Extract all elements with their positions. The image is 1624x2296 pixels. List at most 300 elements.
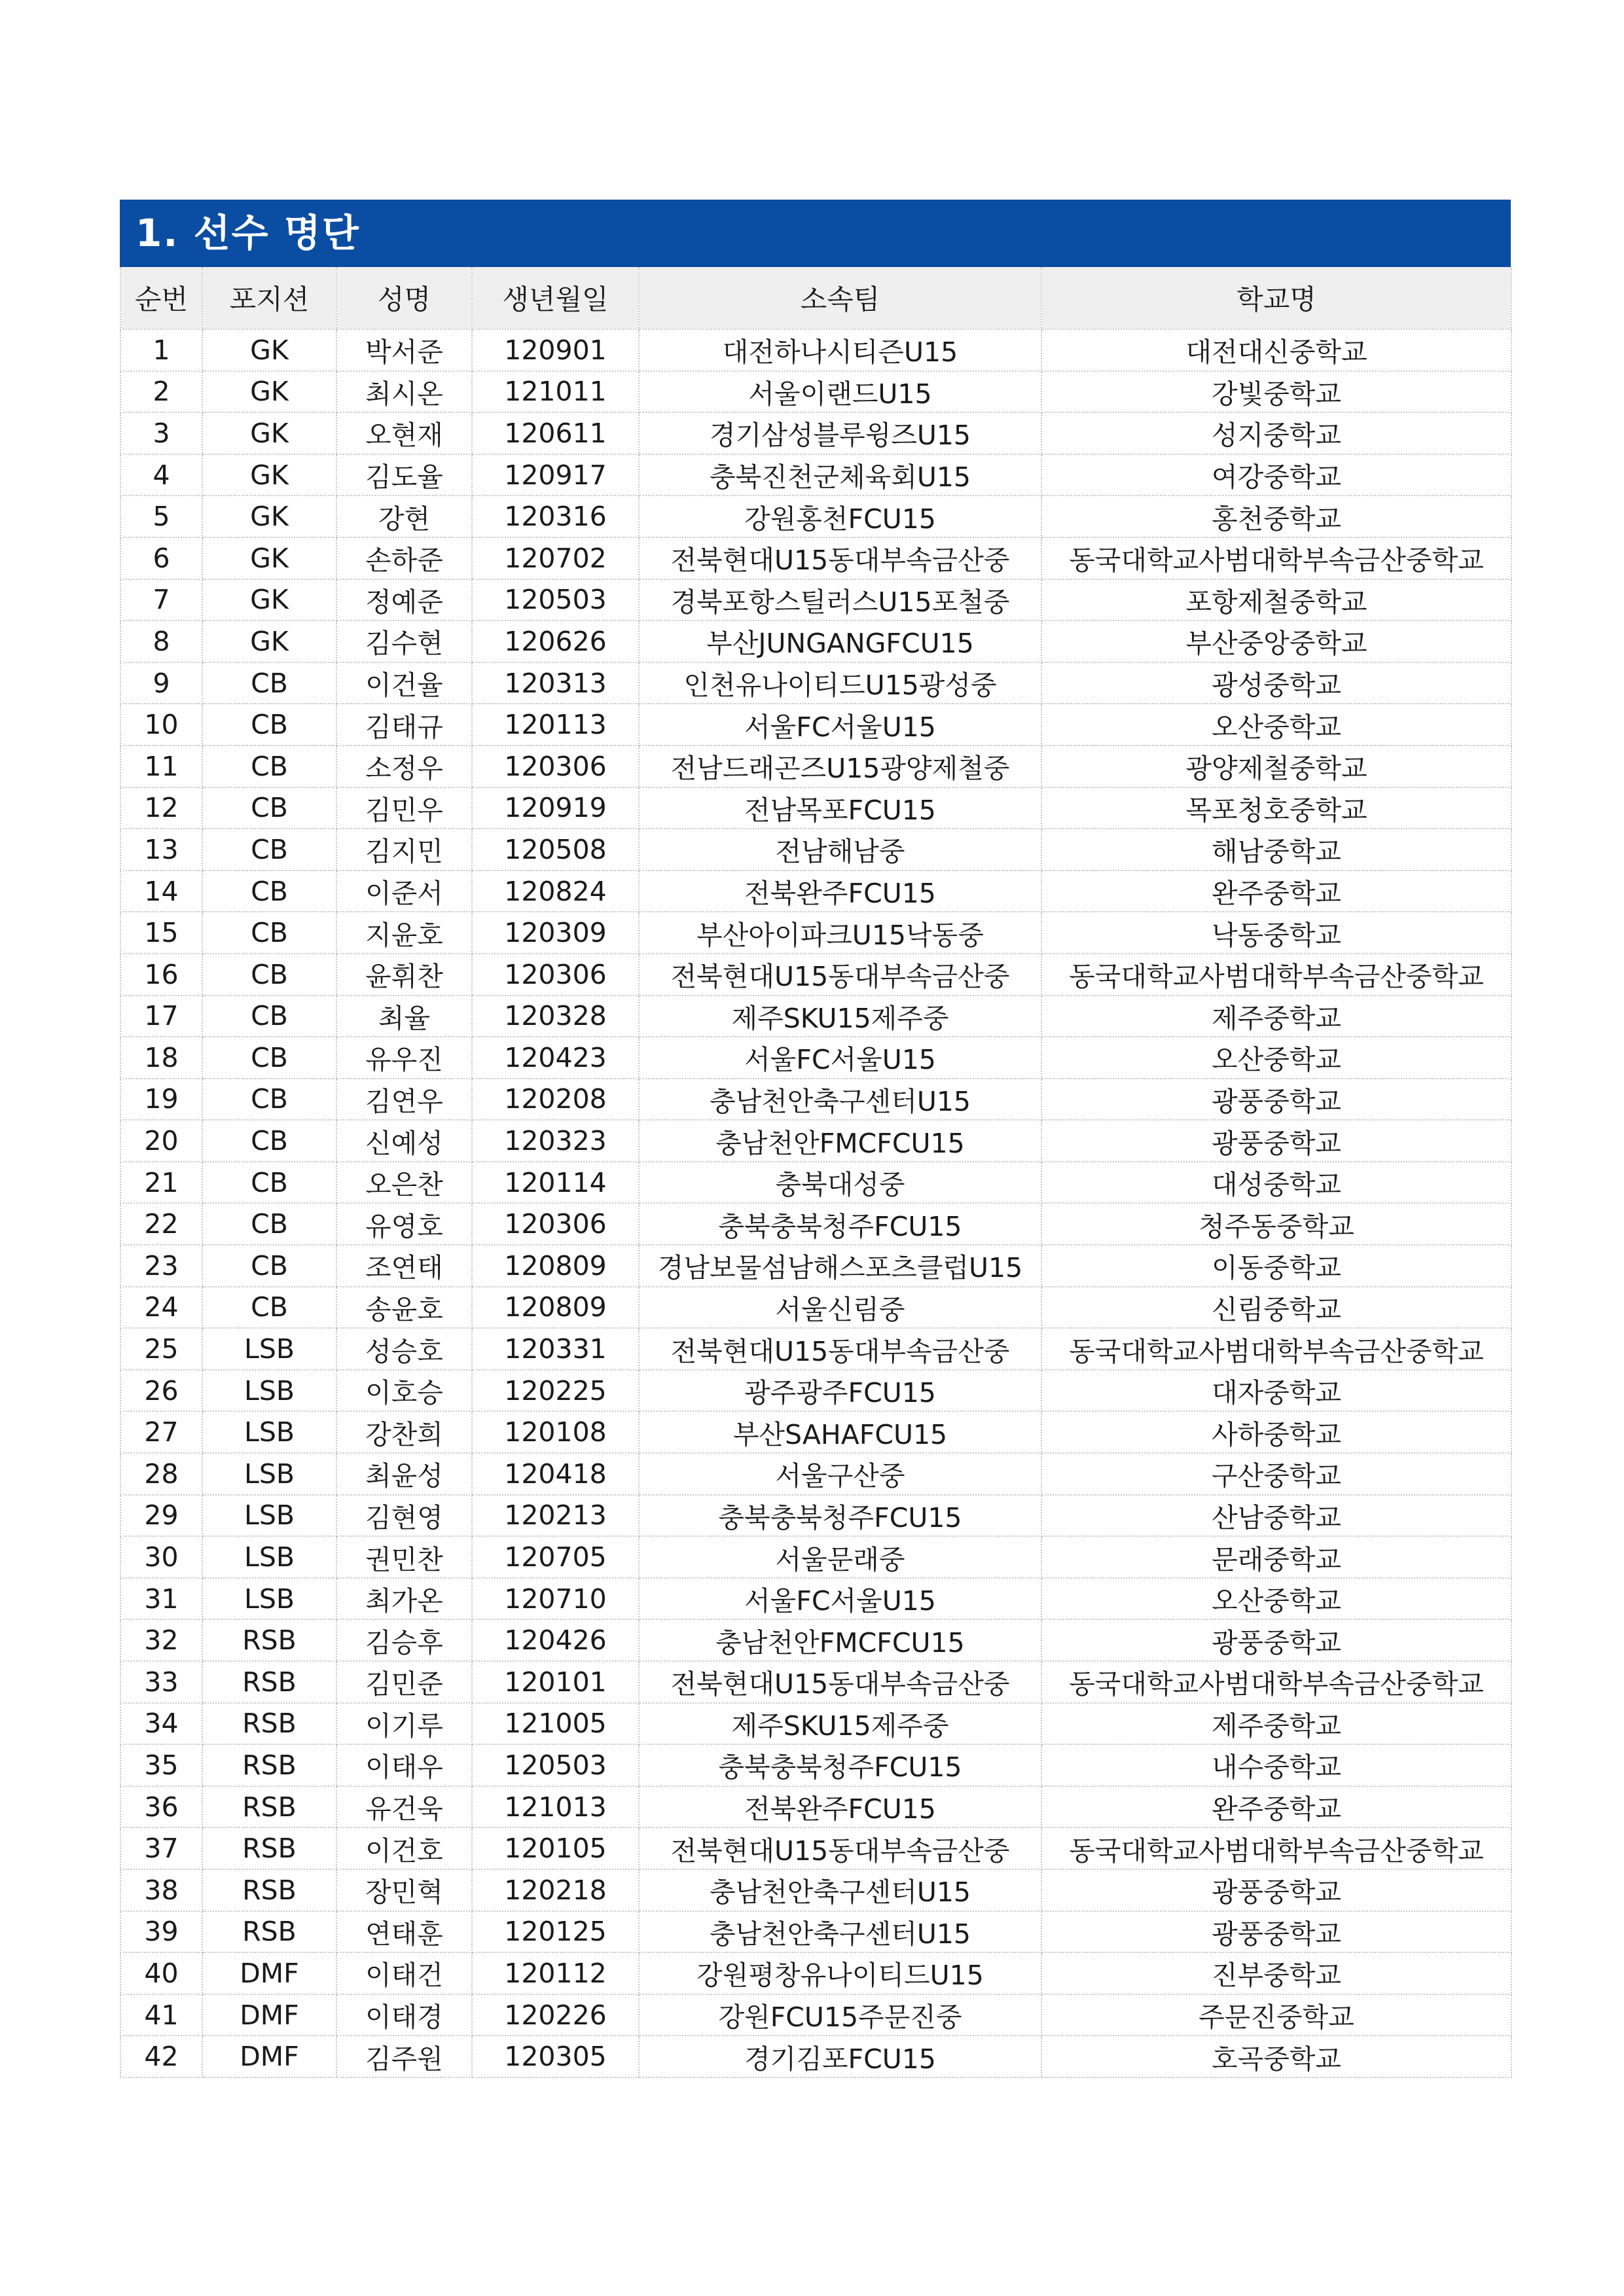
cell-position: LSB: [202, 1495, 336, 1537]
cell-name: 김수현: [336, 620, 472, 662]
cell-position: LSB: [202, 1536, 336, 1578]
cell-name: 김민우: [336, 787, 472, 829]
cell-position: RSB: [202, 1703, 336, 1745]
cell-number: 4: [120, 454, 202, 496]
cell-school: 완주중학교: [1041, 1786, 1511, 1828]
cell-team: 전북현대U15동대부속금산중: [639, 1827, 1041, 1869]
cell-school: 광풍중학교: [1041, 1079, 1511, 1121]
cell-birthdate: 120508: [472, 829, 639, 870]
table-row: [120, 870, 1511, 912]
table-row: [120, 537, 1511, 579]
table-row: [120, 1037, 1511, 1079]
cell-birthdate: 120611: [472, 412, 639, 454]
cell-number: 26: [120, 1370, 202, 1412]
cell-number: 22: [120, 1203, 202, 1245]
table-row: [120, 454, 1511, 496]
cell-number: 27: [120, 1411, 202, 1453]
table-row: [120, 912, 1511, 954]
cell-name: 김도율: [336, 454, 472, 496]
cell-team: 충남천안축구센터U15: [639, 1869, 1041, 1911]
cell-number: 24: [120, 1287, 202, 1329]
cell-birthdate: 120702: [472, 537, 639, 579]
cell-team: 서울이랜드U15: [639, 371, 1041, 413]
cell-school: 성지중학교: [1041, 412, 1511, 454]
cell-name: 유영호: [336, 1203, 472, 1245]
cell-team: 충남천안축구센터U15: [639, 1911, 1041, 1953]
cell-team: 서울문래중: [639, 1536, 1041, 1578]
cell-school: 강빛중학교: [1041, 371, 1511, 413]
cell-position: RSB: [202, 1661, 336, 1703]
section-title: 1. 선수 명단: [120, 200, 1511, 267]
cell-position: RSB: [202, 1911, 336, 1953]
cell-team: 충북충북청주FCU15: [639, 1495, 1041, 1537]
cell-school: 광양제철중학교: [1041, 745, 1511, 787]
cell-position: RSB: [202, 1827, 336, 1869]
cell-name: 최율: [336, 996, 472, 1037]
cell-name: 유우진: [336, 1037, 472, 1079]
table-row: [120, 1661, 1511, 1703]
cell-number: 12: [120, 787, 202, 829]
cell-birthdate: 120112: [472, 1952, 639, 1994]
cell-birthdate: 120306: [472, 745, 639, 787]
cell-number: 25: [120, 1328, 202, 1370]
cell-birthdate: 121013: [472, 1786, 639, 1828]
table-row: [120, 1619, 1511, 1661]
cell-name: 연태훈: [336, 1911, 472, 1953]
cell-position: CB: [202, 870, 336, 912]
cell-position: GK: [202, 454, 336, 496]
cell-team: 충북충북청주FCU15: [639, 1744, 1041, 1786]
cell-number: 36: [120, 1786, 202, 1828]
cell-birthdate: 120316: [472, 495, 639, 537]
cell-position: LSB: [202, 1328, 336, 1370]
cell-number: 5: [120, 495, 202, 537]
cell-school: 동국대학교사범대학부속금산중학교: [1041, 537, 1511, 579]
cell-position: CB: [202, 912, 336, 954]
cell-school: 홍천중학교: [1041, 495, 1511, 537]
table-row: [120, 620, 1511, 662]
cell-team: 서울FC서울U15: [639, 1037, 1041, 1079]
cell-birthdate: 120306: [472, 954, 639, 996]
cell-position: CB: [202, 954, 336, 996]
table-row: [120, 495, 1511, 537]
table-row: [120, 412, 1511, 454]
cell-birthdate: 120809: [472, 1245, 639, 1287]
cell-birthdate: 120328: [472, 996, 639, 1037]
cell-number: 9: [120, 662, 202, 704]
table-row: [120, 1328, 1511, 1370]
cell-birthdate: 120626: [472, 620, 639, 662]
cell-team: 전북현대U15동대부속금산중: [639, 1661, 1041, 1703]
cell-school: 동국대학교사범대학부속금산중학교: [1041, 1827, 1511, 1869]
cell-birthdate: 120426: [472, 1619, 639, 1661]
cell-birthdate: 121011: [472, 371, 639, 413]
cell-name: 이건호: [336, 1827, 472, 1869]
table-row: [120, 662, 1511, 704]
cell-birthdate: 120309: [472, 912, 639, 954]
cell-number: 10: [120, 704, 202, 745]
cell-name: 권민찬: [336, 1536, 472, 1578]
cell-school: 사하중학교: [1041, 1411, 1511, 1453]
cell-birthdate: 120213: [472, 1495, 639, 1537]
cell-birthdate: 120917: [472, 454, 639, 496]
cell-school: 청주동중학교: [1041, 1203, 1511, 1245]
cell-birthdate: 120705: [472, 1536, 639, 1578]
cell-birthdate: 120305: [472, 2036, 639, 2077]
cell-school: 광풍중학교: [1041, 1911, 1511, 1953]
cell-position: CB: [202, 787, 336, 829]
cell-school: 대자중학교: [1041, 1370, 1511, 1412]
cell-name: 최시온: [336, 371, 472, 413]
cell-number: 6: [120, 537, 202, 579]
table-row: [120, 1079, 1511, 1121]
table-row: [120, 745, 1511, 787]
cell-team: 전북완주FCU15: [639, 870, 1041, 912]
cell-school: 부산중앙중학교: [1041, 620, 1511, 662]
cell-birthdate: 120226: [472, 1994, 639, 2036]
cell-number: 7: [120, 579, 202, 621]
cell-team: 충남천안FMCFCU15: [639, 1619, 1041, 1661]
cell-school: 동국대학교사범대학부속금산중학교: [1041, 1328, 1511, 1370]
cell-name: 김민준: [336, 1661, 472, 1703]
cell-team: 인천유나이티드U15광성중: [639, 662, 1041, 704]
header-position: 포지션: [202, 267, 336, 329]
cell-name: 최가온: [336, 1578, 472, 1620]
cell-position: GK: [202, 537, 336, 579]
cell-team: 경기삼성블루윙즈U15: [639, 412, 1041, 454]
cell-name: 장민혁: [336, 1869, 472, 1911]
table-row: [120, 996, 1511, 1037]
cell-team: 강원FCU15주문진중: [639, 1994, 1041, 2036]
cell-birthdate: 120919: [472, 787, 639, 829]
table-row: [120, 2036, 1511, 2077]
table-row: [120, 1827, 1511, 1869]
cell-name: 손하준: [336, 537, 472, 579]
table-row: [120, 1786, 1511, 1828]
table-row: [120, 1911, 1511, 1953]
cell-birthdate: 120225: [472, 1370, 639, 1412]
cell-birthdate: 120208: [472, 1079, 639, 1121]
cell-birthdate: 120331: [472, 1328, 639, 1370]
cell-name: 소정우: [336, 745, 472, 787]
table-row: [120, 329, 1511, 371]
cell-school: 동국대학교사범대학부속금산중학교: [1041, 1661, 1511, 1703]
cell-name: 이기루: [336, 1703, 472, 1745]
cell-school: 오산중학교: [1041, 1578, 1511, 1620]
table-row: [120, 1744, 1511, 1786]
cell-number: 38: [120, 1869, 202, 1911]
cell-name: 박서준: [336, 329, 472, 371]
cell-position: CB: [202, 1079, 336, 1121]
cell-birthdate: 120423: [472, 1037, 639, 1079]
table-row: [120, 954, 1511, 996]
cell-name: 이태건: [336, 1952, 472, 1994]
table-header: [120, 267, 1511, 329]
cell-school: 광풍중학교: [1041, 1869, 1511, 1911]
cell-number: 28: [120, 1453, 202, 1495]
table-row: [120, 1578, 1511, 1620]
cell-school: 제주중학교: [1041, 996, 1511, 1037]
table-row: [120, 371, 1511, 413]
cell-number: 18: [120, 1037, 202, 1079]
cell-position: RSB: [202, 1869, 336, 1911]
cell-name: 신예성: [336, 1120, 472, 1162]
cell-position: CB: [202, 745, 336, 787]
cell-birthdate: 120313: [472, 662, 639, 704]
header-birthdate: 생년월일: [472, 267, 639, 329]
cell-position: DMF: [202, 2036, 336, 2077]
cell-team: 전남해남중: [639, 829, 1041, 870]
cell-birthdate: 120503: [472, 579, 639, 621]
cell-name: 김태규: [336, 704, 472, 745]
cell-position: GK: [202, 620, 336, 662]
table-row: [120, 1120, 1511, 1162]
cell-number: 39: [120, 1911, 202, 1953]
table-row: [120, 1952, 1511, 1994]
cell-school: 진부중학교: [1041, 1952, 1511, 1994]
cell-school: 해남중학교: [1041, 829, 1511, 870]
cell-team: 서울구산중: [639, 1453, 1041, 1495]
table-row: [120, 1453, 1511, 1495]
cell-number: 3: [120, 412, 202, 454]
cell-name: 송윤호: [336, 1287, 472, 1329]
cell-position: GK: [202, 371, 336, 413]
cell-number: 23: [120, 1245, 202, 1287]
cell-team: 전북현대U15동대부속금산중: [639, 1328, 1041, 1370]
cell-birthdate: 120418: [472, 1453, 639, 1495]
header-name: 성명: [336, 267, 472, 329]
cell-school: 신림중학교: [1041, 1287, 1511, 1329]
cell-birthdate: 120901: [472, 329, 639, 371]
cell-name: 이준서: [336, 870, 472, 912]
cell-number: 11: [120, 745, 202, 787]
cell-position: CB: [202, 662, 336, 704]
cell-name: 이태우: [336, 1744, 472, 1786]
cell-number: 14: [120, 870, 202, 912]
cell-team: 강원홍천FCU15: [639, 495, 1041, 537]
cell-birthdate: 120809: [472, 1287, 639, 1329]
cell-position: CB: [202, 1245, 336, 1287]
cell-school: 호곡중학교: [1041, 2036, 1511, 2077]
cell-school: 완주중학교: [1041, 870, 1511, 912]
cell-team: 충북진천군체육회U15: [639, 454, 1041, 496]
cell-birthdate: 120113: [472, 704, 639, 745]
cell-position: CB: [202, 704, 336, 745]
cell-team: 부산SAHAFCU15: [639, 1411, 1041, 1453]
cell-number: 13: [120, 829, 202, 870]
cell-school: 제주중학교: [1041, 1703, 1511, 1745]
cell-position: GK: [202, 495, 336, 537]
cell-team: 서울FC서울U15: [639, 704, 1041, 745]
cell-birthdate: 120101: [472, 1661, 639, 1703]
cell-team: 경기김포FCU15: [639, 2036, 1041, 2077]
cell-team: 전남목포FCU15: [639, 787, 1041, 829]
cell-school: 광성중학교: [1041, 662, 1511, 704]
cell-school: 구산중학교: [1041, 1453, 1511, 1495]
cell-name: 오은찬: [336, 1162, 472, 1204]
table-row: [120, 579, 1511, 621]
cell-school: 이동중학교: [1041, 1245, 1511, 1287]
table-row: [120, 1536, 1511, 1578]
cell-school: 포항제철중학교: [1041, 579, 1511, 621]
cell-number: 15: [120, 912, 202, 954]
cell-position: GK: [202, 579, 336, 621]
table-row: [120, 1162, 1511, 1204]
cell-school: 광풍중학교: [1041, 1120, 1511, 1162]
cell-number: 20: [120, 1120, 202, 1162]
cell-birthdate: 120710: [472, 1578, 639, 1620]
table-body: [120, 329, 1511, 2077]
cell-team: 경북포항스틸러스U15포철중: [639, 579, 1041, 621]
cell-name: 이태경: [336, 1994, 472, 2036]
cell-school: 대전대신중학교: [1041, 329, 1511, 371]
cell-number: 37: [120, 1827, 202, 1869]
cell-name: 김승후: [336, 1619, 472, 1661]
cell-team: 전북현대U15동대부속금산중: [639, 537, 1041, 579]
cell-team: 강원평창유나이티드U15: [639, 1952, 1041, 1994]
cell-birthdate: 120824: [472, 870, 639, 912]
cell-team: 부산JUNGANGFCU15: [639, 620, 1041, 662]
cell-name: 오현재: [336, 412, 472, 454]
table-row: [120, 1245, 1511, 1287]
cell-position: LSB: [202, 1370, 336, 1412]
cell-name: 김지민: [336, 829, 472, 870]
cell-name: 유건욱: [336, 1786, 472, 1828]
cell-school: 문래중학교: [1041, 1536, 1511, 1578]
cell-birthdate: 120218: [472, 1869, 639, 1911]
cell-school: 오산중학교: [1041, 704, 1511, 745]
cell-position: CB: [202, 829, 336, 870]
cell-number: 35: [120, 1744, 202, 1786]
cell-position: CB: [202, 1162, 336, 1204]
cell-birthdate: 120108: [472, 1411, 639, 1453]
cell-number: 34: [120, 1703, 202, 1745]
header-number: 순번: [120, 267, 202, 329]
cell-position: LSB: [202, 1578, 336, 1620]
cell-number: 21: [120, 1162, 202, 1204]
cell-name: 강현: [336, 495, 472, 537]
cell-name: 정예준: [336, 579, 472, 621]
cell-birthdate: 120105: [472, 1827, 639, 1869]
cell-team: 전남드래곤즈U15광양제철중: [639, 745, 1041, 787]
cell-position: DMF: [202, 1952, 336, 1994]
cell-team: 광주광주FCU15: [639, 1370, 1041, 1412]
cell-number: 41: [120, 1994, 202, 2036]
cell-name: 강찬희: [336, 1411, 472, 1453]
cell-position: CB: [202, 1120, 336, 1162]
cell-number: 19: [120, 1079, 202, 1121]
cell-team: 경남보물섬남해스포츠클럽U15: [639, 1245, 1041, 1287]
cell-position: CB: [202, 1287, 336, 1329]
cell-position: RSB: [202, 1786, 336, 1828]
cell-school: 대성중학교: [1041, 1162, 1511, 1204]
cell-team: 충북충북청주FCU15: [639, 1203, 1041, 1245]
cell-school: 오산중학교: [1041, 1037, 1511, 1079]
cell-birthdate: 120323: [472, 1120, 639, 1162]
cell-name: 지윤호: [336, 912, 472, 954]
cell-school: 주문진중학교: [1041, 1994, 1511, 2036]
cell-team: 전북현대U15동대부속금산중: [639, 954, 1041, 996]
cell-name: 윤휘찬: [336, 954, 472, 996]
cell-team: 대전하나시티즌U15: [639, 329, 1041, 371]
cell-school: 동국대학교사범대학부속금산중학교: [1041, 954, 1511, 996]
cell-school: 내수중학교: [1041, 1744, 1511, 1786]
cell-number: 33: [120, 1661, 202, 1703]
table-row: [120, 829, 1511, 870]
cell-birthdate: 121005: [472, 1703, 639, 1745]
cell-number: 8: [120, 620, 202, 662]
cell-birthdate: 120503: [472, 1744, 639, 1786]
header-school: 학교명: [1041, 267, 1511, 329]
player-roster-table: [120, 267, 1512, 2078]
cell-team: 부산아이파크U15낙동중: [639, 912, 1041, 954]
table-row: [120, 1495, 1511, 1537]
cell-team: 제주SKU15제주중: [639, 1703, 1041, 1745]
table-row: [120, 1203, 1511, 1245]
cell-number: 29: [120, 1495, 202, 1537]
cell-name: 김연우: [336, 1079, 472, 1121]
cell-birthdate: 120306: [472, 1203, 639, 1245]
cell-name: 조연태: [336, 1245, 472, 1287]
cell-number: 30: [120, 1536, 202, 1578]
cell-number: 17: [120, 996, 202, 1037]
cell-school: 산남중학교: [1041, 1495, 1511, 1537]
cell-position: RSB: [202, 1619, 336, 1661]
cell-number: 32: [120, 1619, 202, 1661]
cell-team: 서울신림중: [639, 1287, 1041, 1329]
cell-position: CB: [202, 996, 336, 1037]
table-row: [120, 704, 1511, 745]
cell-name: 성승호: [336, 1328, 472, 1370]
cell-position: GK: [202, 412, 336, 454]
cell-birthdate: 120114: [472, 1162, 639, 1204]
cell-team: 서울FC서울U15: [639, 1578, 1041, 1620]
cell-position: LSB: [202, 1453, 336, 1495]
cell-number: 42: [120, 2036, 202, 2077]
cell-team: 제주SKU15제주중: [639, 996, 1041, 1037]
cell-number: 31: [120, 1578, 202, 1620]
cell-name: 이건율: [336, 662, 472, 704]
cell-position: DMF: [202, 1994, 336, 2036]
cell-number: 1: [120, 329, 202, 371]
cell-number: 40: [120, 1952, 202, 1994]
cell-school: 여강중학교: [1041, 454, 1511, 496]
table-row: [120, 1411, 1511, 1453]
cell-school: 목포청호중학교: [1041, 787, 1511, 829]
cell-position: LSB: [202, 1411, 336, 1453]
table-row: [120, 1703, 1511, 1745]
player-roster-section: [120, 200, 1511, 2078]
cell-position: CB: [202, 1203, 336, 1245]
cell-birthdate: 120125: [472, 1911, 639, 1953]
table-row: [120, 1370, 1511, 1412]
cell-team: 충북대성중: [639, 1162, 1041, 1204]
cell-team: 전북완주FCU15: [639, 1786, 1041, 1828]
header-team: 소속팀: [639, 267, 1041, 329]
cell-position: RSB: [202, 1744, 336, 1786]
cell-team: 충남천안축구센터U15: [639, 1079, 1041, 1121]
table-row: [120, 1869, 1511, 1911]
table-row: [120, 1994, 1511, 2036]
table-row: [120, 1287, 1511, 1329]
cell-position: GK: [202, 329, 336, 371]
cell-school: 낙동중학교: [1041, 912, 1511, 954]
cell-position: CB: [202, 1037, 336, 1079]
table-row: [120, 787, 1511, 829]
cell-name: 김주원: [336, 2036, 472, 2077]
cell-name: 최윤성: [336, 1453, 472, 1495]
cell-team: 충남천안FMCFCU15: [639, 1120, 1041, 1162]
